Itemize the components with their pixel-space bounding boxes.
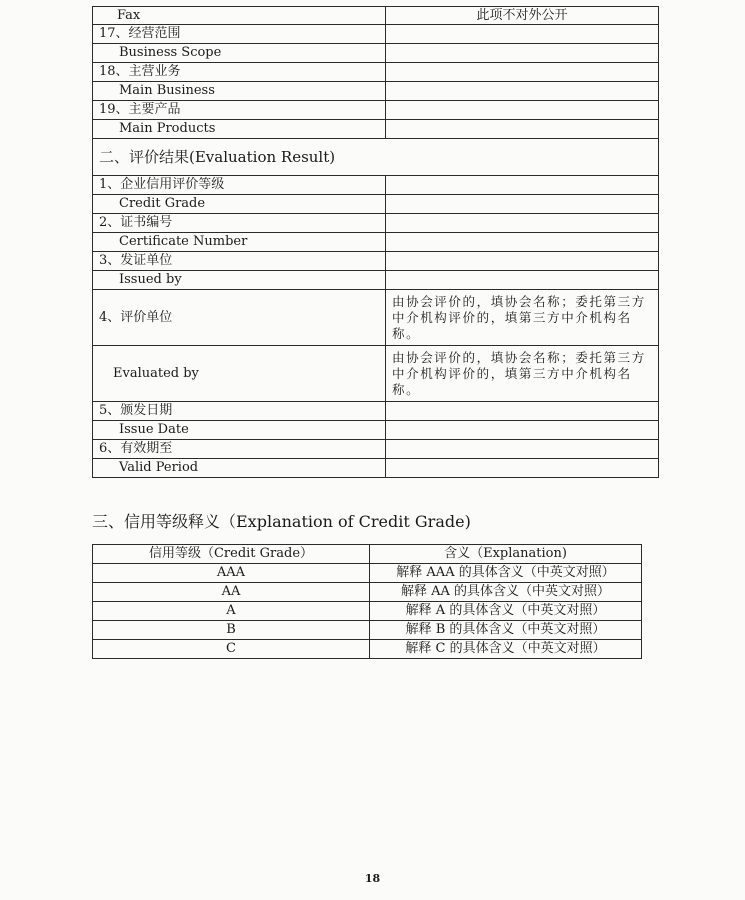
table-row	[93, 120, 659, 139]
table-row	[93, 252, 659, 271]
certificate-number-cn: 2、证书编号	[93, 214, 386, 233]
table-row	[93, 583, 642, 602]
issued-by-cn: 3、发证单位	[93, 252, 386, 271]
table-row	[93, 44, 659, 63]
table-row	[93, 402, 659, 421]
business-scope-value-en	[386, 44, 659, 63]
valid-period-value	[386, 440, 659, 459]
page-number: 18	[364, 872, 381, 885]
table-row	[93, 214, 659, 233]
business-scope-value	[386, 25, 659, 44]
credit-grade-cn: 1、企业信用评价等级	[93, 176, 386, 195]
table-row	[93, 290, 659, 346]
valid-period-value-en	[386, 459, 659, 478]
table-row	[93, 271, 659, 290]
credit-grade-value-en	[386, 195, 659, 214]
table-header-row	[93, 545, 642, 564]
table-row	[93, 459, 659, 478]
evaluated-by-en: Evaluated by	[93, 346, 386, 402]
issue-date-cn: 5、颁发日期	[93, 402, 386, 421]
grade-cell: C	[93, 640, 370, 659]
table-row	[93, 63, 659, 82]
table-row	[93, 25, 659, 44]
fax-label: Fax	[93, 7, 386, 25]
table-row	[93, 233, 659, 252]
certificate-number-en: Certificate Number	[93, 233, 386, 252]
table-row	[93, 346, 659, 402]
grade-cell: AA	[93, 583, 370, 602]
certificate-number-value	[386, 214, 659, 233]
fax-value: 此项不对外公开	[386, 7, 659, 25]
grade-cell: AAA	[93, 564, 370, 583]
issue-date-value	[386, 402, 659, 421]
table-row	[93, 640, 642, 659]
main-business-value-en	[386, 82, 659, 101]
credit-grade-value	[386, 176, 659, 195]
evaluation-result-heading: 二、评价结果(Evaluation Result)	[93, 139, 659, 176]
main-business-value	[386, 63, 659, 82]
main-business-cn: 18、主营业务	[93, 63, 386, 82]
evaluated-by-note: 由协会评价的，填协会名称；委托第三方中介机构评价的，填第三方中介机构名称。	[386, 290, 659, 346]
issued-by-value-en	[386, 271, 659, 290]
table-row	[93, 564, 642, 583]
certificate-number-value-en	[386, 233, 659, 252]
explanation-cell: 解释 AA 的具体含义（中英文对照）	[370, 583, 642, 602]
valid-period-en: Valid Period	[93, 459, 386, 478]
main-business-en: Main Business	[93, 82, 386, 101]
table-row	[93, 440, 659, 459]
table-row	[93, 82, 659, 101]
issue-date-value-en	[386, 421, 659, 440]
explanation-cell: 解释 B 的具体含义（中英文对照）	[370, 621, 642, 640]
enterprise-info-table	[92, 6, 659, 478]
business-scope-cn: 17、经营范围	[93, 25, 386, 44]
grade-explanation-table	[92, 544, 642, 659]
table-row	[93, 621, 642, 640]
explanation-cell: 解释 C 的具体含义（中英文对照）	[370, 640, 642, 659]
issue-date-en: Issue Date	[93, 421, 386, 440]
table-row	[93, 195, 659, 214]
table-row	[93, 602, 642, 621]
table-row	[93, 101, 659, 120]
business-scope-en: Business Scope	[93, 44, 386, 63]
section-row	[93, 139, 659, 176]
explanation-cell: 解释 AAA 的具体含义（中英文对照）	[370, 564, 642, 583]
grade-explanation-heading: 三、信用等级释义（Explanation of Credit Grade)	[92, 512, 471, 531]
table-row	[93, 7, 659, 25]
evaluated-by-cn: 4、评价单位	[93, 290, 386, 346]
grade-column-header: 信用等级（Credit Grade）	[93, 545, 370, 564]
evaluated-by-note-en: 由协会评价的，填协会名称；委托第三方中介机构评价的，填第三方中介机构名称。	[386, 346, 659, 402]
table-row	[93, 176, 659, 195]
main-products-cn: 19、主要产品	[93, 101, 386, 120]
explanation-column-header: 含义（Explanation)	[370, 545, 642, 564]
grade-cell: A	[93, 602, 370, 621]
table-row	[93, 421, 659, 440]
issued-by-value	[386, 252, 659, 271]
main-products-value	[386, 101, 659, 120]
main-products-value-en	[386, 120, 659, 139]
main-products-en: Main Products	[93, 120, 386, 139]
issued-by-en: Issued by	[93, 271, 386, 290]
valid-period-cn: 6、有效期至	[93, 440, 386, 459]
explanation-cell: 解释 A 的具体含义（中英文对照）	[370, 602, 642, 621]
grade-cell: B	[93, 621, 370, 640]
credit-grade-en: Credit Grade	[93, 195, 386, 214]
